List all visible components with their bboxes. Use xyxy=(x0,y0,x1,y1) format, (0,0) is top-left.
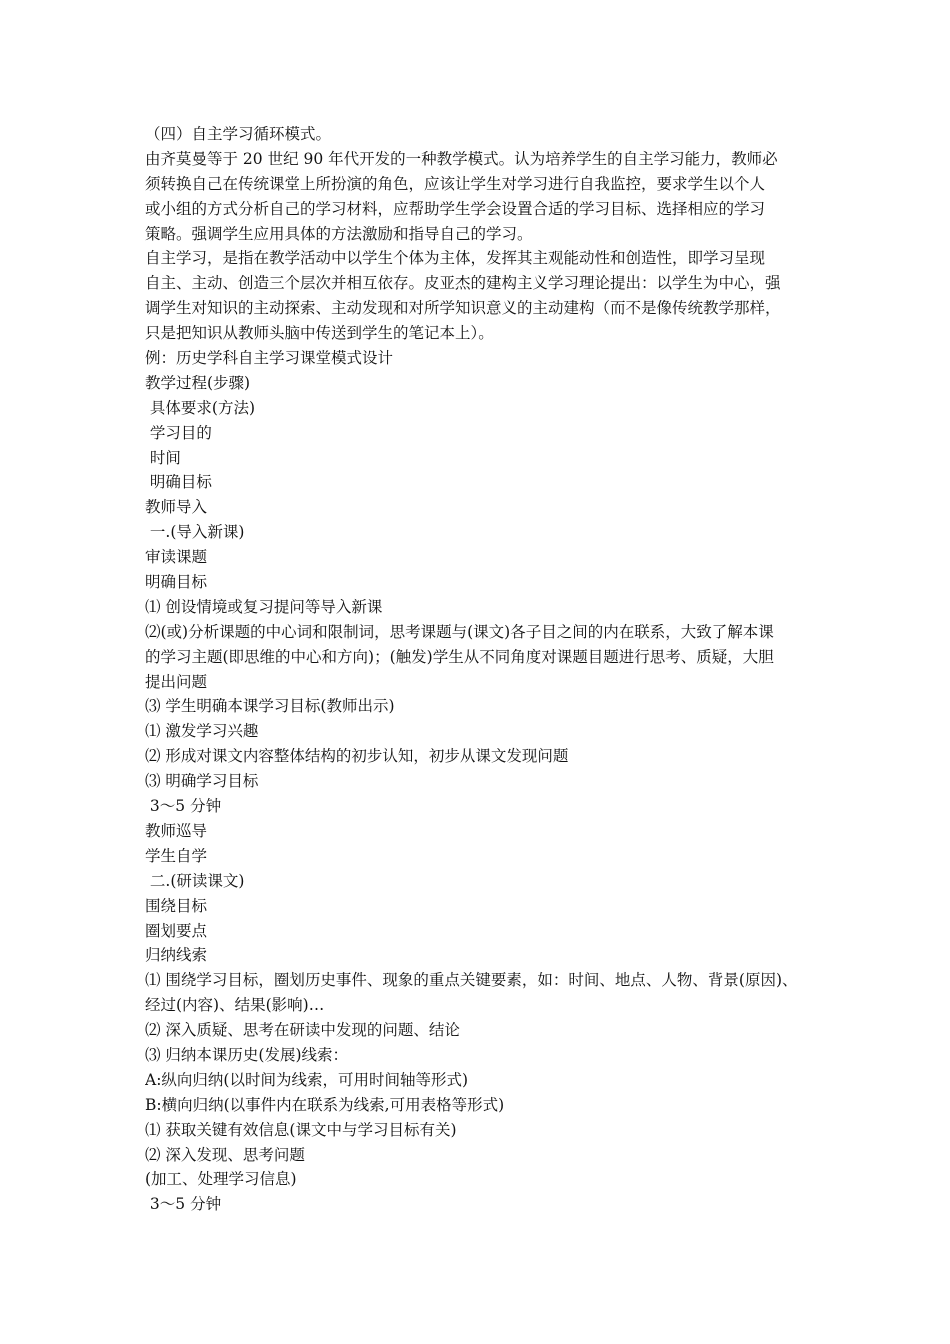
table-header-requirements: 具体要求(方法) xyxy=(145,398,256,417)
table-cell: 审读课题 xyxy=(145,548,208,567)
table-cell: 围绕目标 xyxy=(145,896,208,915)
list-item: A:纵向归纳(以时间为线索，可用时间轴等形式) xyxy=(145,1070,469,1089)
paragraph-line: 调学生对知识的主动探索、主动发现和对所学知识意义的主动建构（而不是像传统教学那样， xyxy=(145,299,781,318)
paragraph-line: 须转换自己在传统课堂上所扮演的角色，应该让学生对学习进行自我监控，要求学生以个人 xyxy=(145,174,766,193)
table-cell: 圈划要点 xyxy=(145,921,208,940)
table-cell: 一.(导入新课) xyxy=(145,523,245,542)
paragraph-line: 由齐莫曼等于 20 世纪 90 年代开发的一种教学模式。认为培养学生的自主学习能力，教师必 xyxy=(145,149,778,168)
list-item-continued: 的学习主题(即思维的中心和方向)；(触发)学生从不同角度对课题目题进行思考、质疑，大胆 xyxy=(145,647,774,666)
table-header-purpose: 学习目的 xyxy=(145,423,212,442)
list-item-continued: 经过(内容)、结果(影响)… xyxy=(145,996,325,1015)
list-item: ⑵ 深入质疑、思考在研读中发现的问题、结论 xyxy=(145,1021,460,1040)
table-cell: 教师巡导 xyxy=(145,821,208,840)
list-item: ⑴ 创设情境或复习提问等导入新课 xyxy=(145,597,383,616)
list-item: ⑶ 学生明确本课学习目标(教师出示) xyxy=(145,697,395,716)
table-cell: 学生自学 xyxy=(145,846,208,865)
list-item: ⑶ 归纳本课历史(发展)线索： xyxy=(145,1045,349,1064)
heading-autonomous-learning-model: （四）自主学习循环模式。 xyxy=(145,125,332,143)
list-item: ⑴ 激发学习兴趣 xyxy=(145,722,259,741)
list-item: (加工、处理学习信息) xyxy=(145,1170,297,1189)
list-item-continued: 提出问题 xyxy=(145,672,208,691)
paragraph-line: 只是把知识从教师头脑中传送到学生的笔记本上）。 xyxy=(145,324,494,343)
list-item: ⑵ 深入发现、思考问题 xyxy=(145,1145,305,1164)
table-header-time: 时间 xyxy=(145,448,181,467)
table-cell: 二.(研读课文) xyxy=(145,871,245,890)
list-item: ⑵(或)分析课题的中心词和限制词，思考课题与(课文)各子目之间的内在联系，大致了解本课 xyxy=(145,622,774,641)
example-title: 例：历史学科自主学习课堂模式设计 xyxy=(145,349,394,368)
time-cell: 3～5 分钟 xyxy=(145,1195,222,1214)
list-item: ⑵ 形成对课文内容整体结构的初步认知，初步从课文发现问题 xyxy=(145,747,569,766)
table-cell: 归纳线索 xyxy=(145,946,208,965)
paragraph-line: 或小组的方式分析自己的学习材料，应帮助学生学会设置合适的学习目标、选择相应的学习 xyxy=(145,199,766,218)
list-item: ⑴ 获取关键有效信息(课文中与学习目标有关) xyxy=(145,1120,457,1139)
document-body xyxy=(145,122,825,1217)
table-cell: 明确目标 xyxy=(145,573,208,592)
time-cell: 3～5 分钟 xyxy=(145,797,222,816)
list-item: ⑶ 明确学习目标 xyxy=(145,772,259,791)
table-cell: 明确目标 xyxy=(145,473,212,492)
table-cell: 教师导入 xyxy=(145,498,208,517)
list-item: B:横向归纳(以事件内在联系为线索,可用表格等形式) xyxy=(145,1095,505,1114)
paragraph-line: 策略。强调学生应用具体的方法激励和指导自己的学习。 xyxy=(145,224,533,243)
table-header-process: 教学过程(步骤) xyxy=(145,373,251,392)
paragraph-line: 自主学习，是指在教学活动中以学生个体为主体，发挥其主观能动性和创造性，即学习呈现 xyxy=(145,249,766,268)
paragraph-line: 自主、主动、创造三个层次并相互依存。皮亚杰的建构主义学习理论提出：以学生为中心，强 xyxy=(145,274,781,293)
list-item: ⑴ 围绕学习目标，圈划历史事件、现象的重点关键要素，如：时间、地点、人物、背景(原因)、 xyxy=(145,971,798,990)
